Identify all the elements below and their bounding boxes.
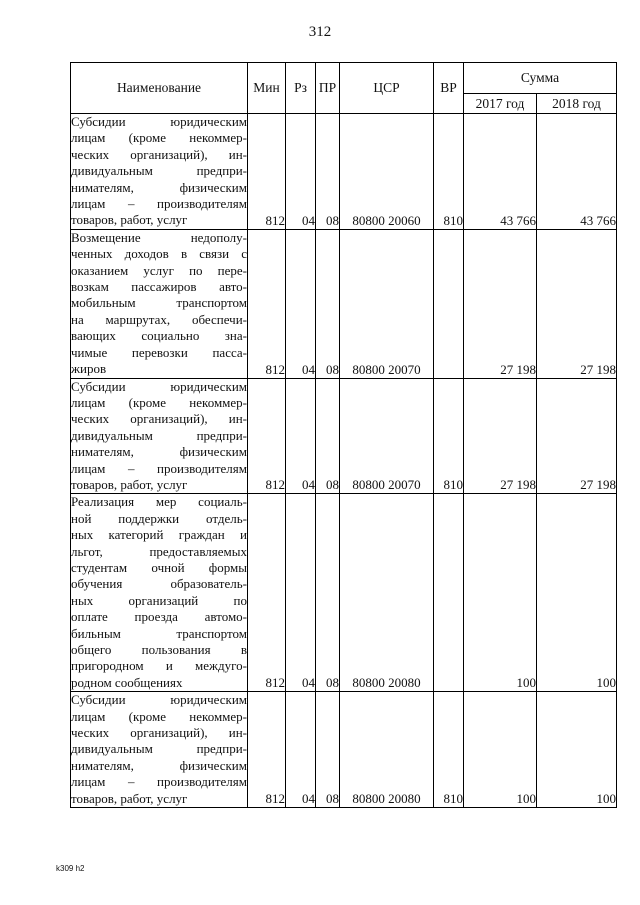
row-pr: 08 (316, 494, 340, 692)
row-name-line: лицам – производителям (71, 460, 247, 476)
row-name-line: Реализация мер социаль- (71, 494, 247, 510)
row-name-line: обучения образователь- (71, 576, 247, 592)
row-name-line: Субсидии юридическим (71, 378, 247, 394)
row-sum-2017: 43 766 (464, 114, 537, 230)
row-name-line: общего пользования в (71, 642, 247, 657)
row-name (71, 378, 248, 494)
row-name-line: ческих организаций), ин- (71, 411, 247, 427)
row-name-line: лицам – производителям (71, 774, 247, 790)
page-number: 312 (308, 24, 332, 40)
row-name-line: вающих социально зна- (71, 328, 247, 344)
row-name-line: жиров (71, 361, 107, 377)
row-sum-2017: 27 198 (464, 229, 537, 378)
table-row (71, 114, 617, 230)
header-rz: Рз (286, 63, 316, 114)
row-name (71, 692, 248, 808)
row-name-line: лицам (кроме некоммер- (71, 130, 247, 146)
row-name-line: возкам пассажиров авто- (71, 279, 247, 295)
table-header (71, 63, 617, 114)
header-name: Наименование (71, 63, 248, 114)
row-name-line: нимателям, физическим (71, 444, 247, 460)
row-sum-2018: 27 198 (537, 229, 617, 378)
row-sum-2017: 100 (464, 692, 537, 808)
row-vr (434, 494, 464, 692)
row-sum-2018: 43 766 (537, 114, 617, 230)
row-name-line: товаров, работ, услуг (71, 476, 188, 492)
row-name-line: чимые перевозки пасса- (71, 344, 247, 360)
row-name-line: бильным транспортом (71, 625, 247, 641)
row-name-line: Субсидии юридическим (71, 114, 247, 129)
row-sum-2017: 100 (464, 494, 537, 692)
budget-table (70, 62, 617, 808)
row-min: 812 (248, 494, 286, 692)
row-min: 812 (248, 692, 286, 808)
row-name-line: ных категорий граждан и (71, 527, 247, 543)
row-csr: 80800 20080 (340, 494, 434, 692)
row-name-line: на маршрутах, обеспечи- (71, 311, 247, 327)
row-name-line: ческих организаций), ин- (71, 725, 247, 741)
row-vr: 810 (434, 692, 464, 808)
row-csr: 80800 20070 (340, 378, 434, 494)
row-min: 812 (248, 114, 286, 230)
row-name-line: дивидуальным предпри- (71, 163, 247, 179)
row-name-line: лицам – производителям (71, 196, 247, 212)
row-name-line: лицам (кроме некоммер- (71, 394, 247, 410)
row-name-line: мобильным транспортом (71, 295, 247, 311)
row-name-line: Субсидии юридическим (71, 692, 247, 708)
table-row (71, 378, 617, 494)
row-name-line: дивидуальным предпри- (71, 427, 247, 443)
row-name (71, 229, 248, 378)
row-sum-2018: 27 198 (537, 378, 617, 494)
row-name-line: дивидуальным предпри- (71, 741, 247, 757)
row-pr: 08 (316, 114, 340, 230)
row-pr: 08 (316, 378, 340, 494)
row-sum-2018: 100 (537, 692, 617, 808)
header-min: Мин (248, 63, 286, 114)
footer-code: k309 h2 (56, 864, 85, 873)
row-name-line: родном сообщениях (71, 674, 183, 690)
row-name-line: ных организаций по (71, 592, 247, 608)
row-name-line: ченных доходов в связи с (71, 246, 247, 262)
row-min: 812 (248, 378, 286, 494)
row-name-line: товаров, работ, услуг (71, 790, 188, 806)
row-name-line: льгот, предоставляемых (71, 543, 247, 559)
row-vr (434, 229, 464, 378)
row-name-line: нимателям, физическим (71, 757, 247, 773)
table-row (71, 692, 617, 808)
row-pr: 08 (316, 692, 340, 808)
header-year-2017: 2017 год (464, 94, 537, 114)
table-body (71, 114, 617, 808)
row-rz: 04 (286, 378, 316, 494)
row-csr: 80800 20070 (340, 229, 434, 378)
header-csr: ЦСР (340, 63, 434, 114)
row-name-line: ческих организаций), ин- (71, 146, 247, 162)
row-name-line: товаров, работ, услуг (71, 212, 188, 228)
row-rz: 04 (286, 494, 316, 692)
table-row (71, 229, 617, 378)
header-vr: ВР (434, 63, 464, 114)
row-name-line: ной поддержки отдель- (71, 510, 247, 526)
row-min: 812 (248, 229, 286, 378)
table-row (71, 494, 617, 692)
row-sum-2017: 27 198 (464, 378, 537, 494)
header-sum: Сумма (464, 63, 617, 94)
row-pr: 08 (316, 229, 340, 378)
header-year-2018: 2018 год (537, 94, 617, 114)
row-name-line: лицам (кроме некоммер- (71, 708, 247, 724)
row-name-line: Возмещение недополу- (71, 229, 247, 245)
row-rz: 04 (286, 114, 316, 230)
row-name-line: пригородном и междуго- (71, 658, 247, 674)
row-name (71, 114, 248, 230)
row-name-line: оплате проезда автомо- (71, 609, 247, 625)
row-csr: 80800 20080 (340, 692, 434, 808)
row-name (71, 494, 248, 692)
header-pr: ПР (316, 63, 340, 114)
row-name-line: нимателям, физическим (71, 179, 247, 195)
row-csr: 80800 20060 (340, 114, 434, 230)
row-vr: 810 (434, 378, 464, 494)
row-name-line: оказанием услуг по пере- (71, 262, 247, 278)
row-rz: 04 (286, 229, 316, 378)
row-name-line: студентам очной формы (71, 559, 247, 575)
row-sum-2018: 100 (537, 494, 617, 692)
row-vr: 810 (434, 114, 464, 230)
row-rz: 04 (286, 692, 316, 808)
